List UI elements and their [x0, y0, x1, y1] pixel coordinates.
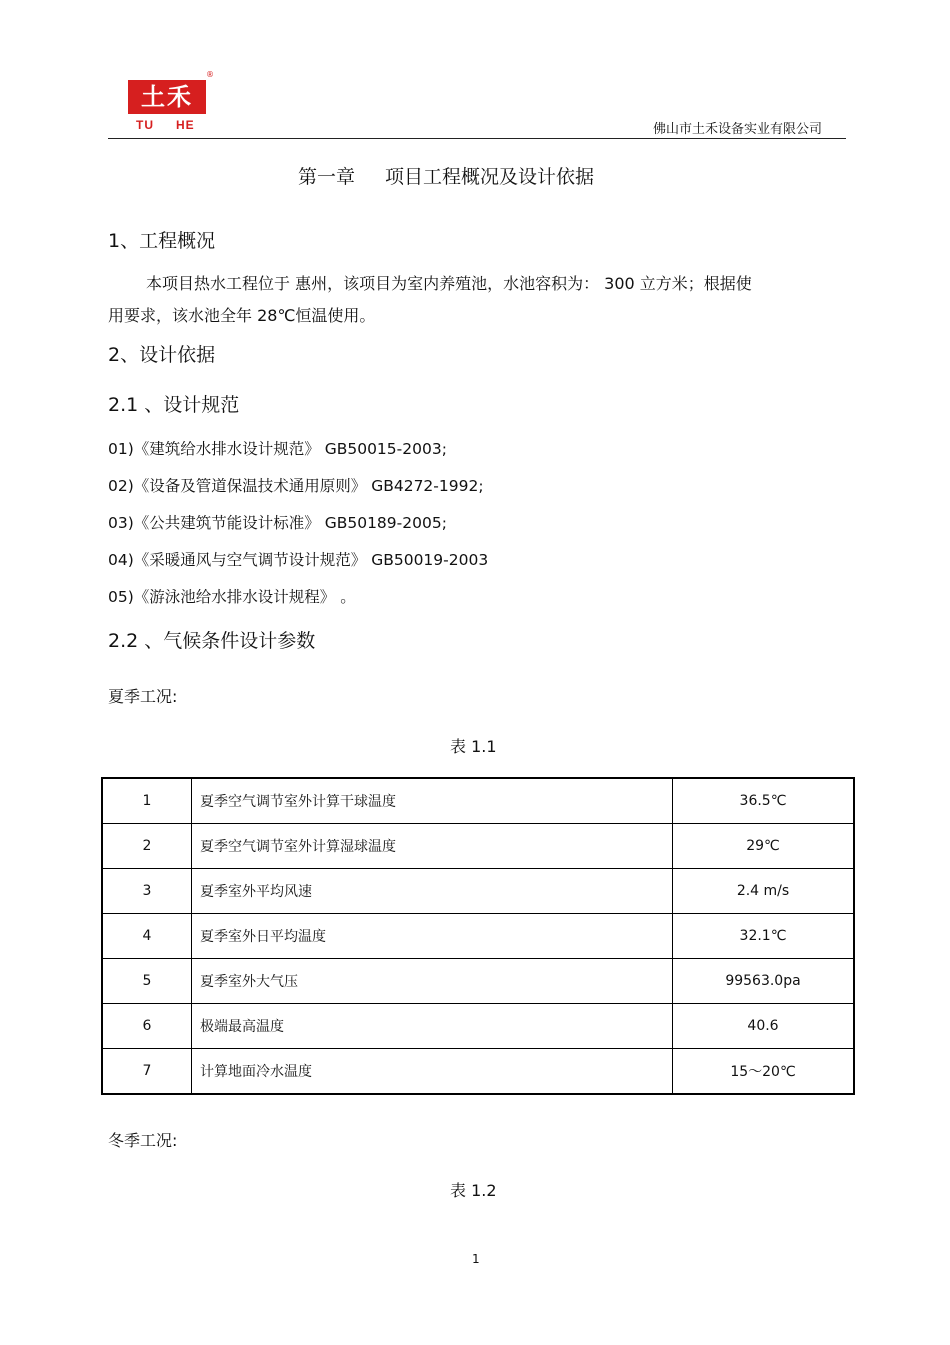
row-number: 3	[102, 869, 192, 914]
section-2-2-heading: 2.2 、气候条件设计参数	[108, 630, 316, 652]
row-description: 夏季室外大气压	[192, 959, 673, 1004]
row-value: 29℃	[673, 824, 855, 869]
page-number: 1	[472, 1252, 480, 1266]
row-value: 99563.0pa	[673, 959, 855, 1004]
section-2-1-heading: 2.1 、设计规范	[108, 394, 240, 416]
standard-item: 04)《采暖通风与空气调节设计规范》 GB50019-2003	[108, 551, 489, 569]
company-name: 佛山市土禾设备实业有限公司	[652, 122, 822, 137]
summer-parameters-table	[101, 777, 855, 1095]
table-row	[102, 778, 854, 824]
section-1-heading: 1、工程概况	[108, 230, 216, 252]
table-row	[102, 824, 854, 869]
table-row	[102, 1049, 854, 1095]
table-1-2-caption: 表 1.2	[450, 1181, 497, 1200]
company-logo	[128, 80, 208, 114]
logo-subtitle	[136, 118, 195, 132]
row-value: 40.6	[673, 1004, 855, 1049]
table-row	[102, 869, 854, 914]
chapter-number: 第一章	[298, 166, 356, 188]
logo-mark: 土禾	[128, 80, 206, 114]
row-description: 夏季空气调节室外计算湿球温度	[192, 824, 673, 869]
section-2-heading: 2、设计依据	[108, 344, 216, 366]
row-description: 夏季室外平均风速	[192, 869, 673, 914]
header-divider	[108, 138, 846, 139]
row-number: 2	[102, 824, 192, 869]
standard-item: 05)《游泳池给水排水设计规程》 。	[108, 588, 356, 606]
table-1-1-caption: 表 1.1	[450, 737, 497, 756]
row-number: 1	[102, 778, 192, 824]
standard-item: 02)《设备及管道保温技术通用原则》 GB4272-1992;	[108, 477, 484, 495]
row-number: 4	[102, 914, 192, 959]
table-row	[102, 914, 854, 959]
section-1-line-1: 本项目热水工程位于 惠州，该项目为室内养殖池，水池容积为： 300 立方米；根据使	[146, 274, 752, 293]
row-value: 36.5℃	[673, 778, 855, 824]
winter-label: 冬季工况:	[108, 1131, 178, 1150]
row-value: 15～20℃	[673, 1049, 855, 1095]
standard-item: 03)《公共建筑节能设计标准》 GB50189-2005;	[108, 514, 447, 532]
row-description: 极端最高温度	[192, 1004, 673, 1049]
standard-item: 01)《建筑给水排水设计规范》 GB50015-2003;	[108, 440, 447, 458]
row-description: 夏季空气调节室外计算干球温度	[192, 778, 673, 824]
logo-sub-right: HE	[176, 118, 195, 132]
table-row	[102, 1004, 854, 1049]
row-number: 7	[102, 1049, 192, 1095]
row-description: 夏季室外日平均温度	[192, 914, 673, 959]
chapter-title	[298, 162, 594, 189]
summer-label: 夏季工况:	[108, 687, 178, 706]
row-value: 32.1℃	[673, 914, 855, 959]
row-description: 计算地面冷水温度	[192, 1049, 673, 1095]
logo-sub-left: TU	[136, 118, 154, 132]
registered-mark: ®	[206, 70, 214, 79]
section-1-line-2: 用要求，该水池全年 28℃恒温使用。	[108, 306, 376, 325]
row-number: 5	[102, 959, 192, 1004]
table-row	[102, 959, 854, 1004]
row-number: 6	[102, 1004, 192, 1049]
chapter-title-text: 项目工程概况及设计依据	[385, 166, 595, 188]
row-value: 2.4 m/s	[673, 869, 855, 914]
